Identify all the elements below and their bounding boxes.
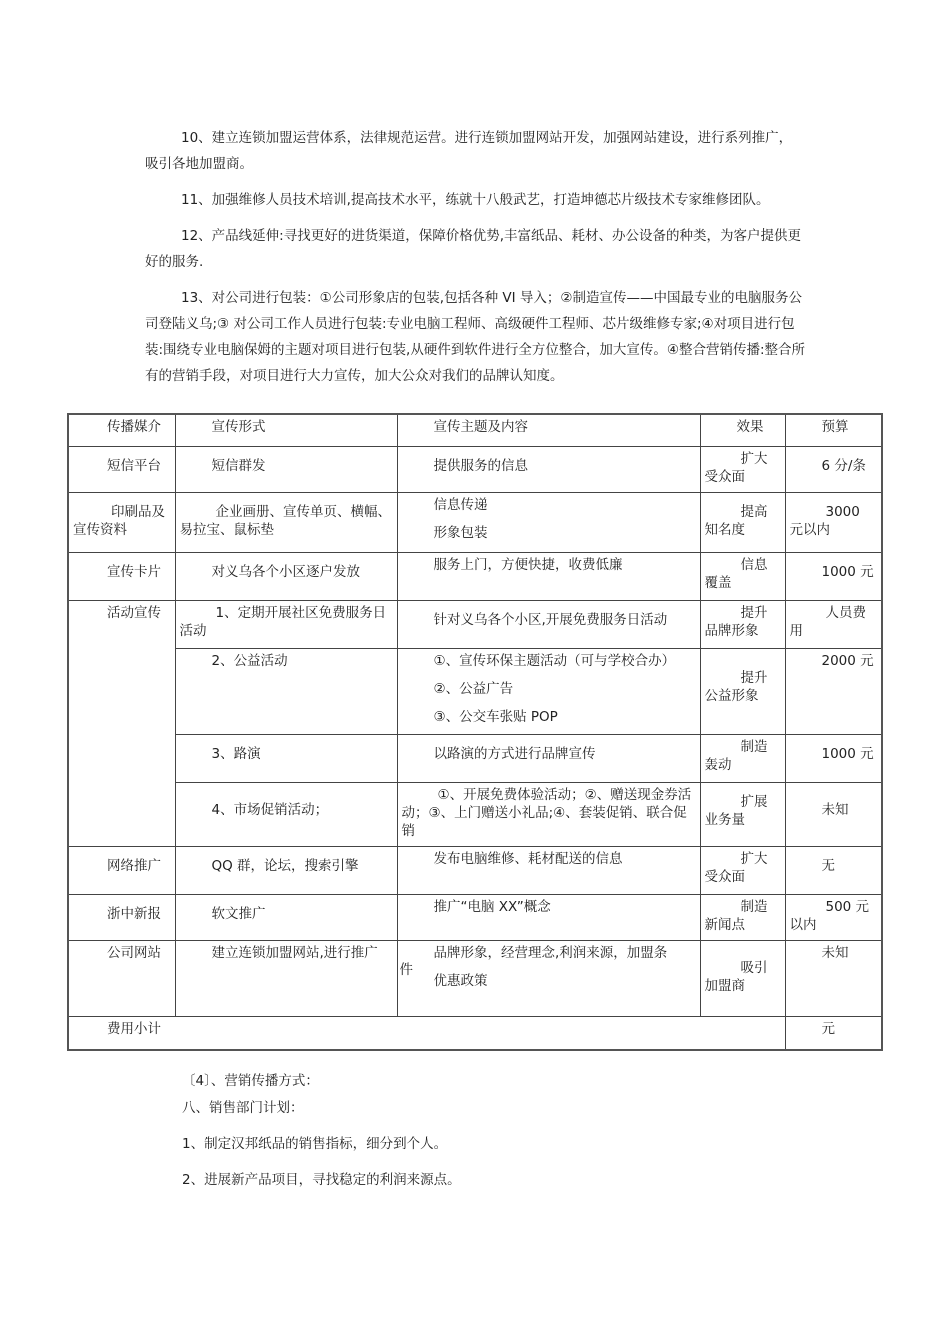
form-cell: 企业画册、宣传单页、横幅、易拉宝、鼠标垫 bbox=[175, 492, 397, 552]
content-cell: 针对义乌各个小区,开展免费服务日活动 bbox=[397, 600, 700, 648]
content-line: 件 bbox=[399, 961, 413, 978]
content-cell bbox=[397, 940, 700, 1016]
paragraph-text: 12、产品线延伸:寻找更好的进货渠道，保障价格优势,丰富纸品、耗材、办公设备的种类，为客户提供更好的服务. bbox=[145, 228, 802, 270]
budget-cell: 人员费用 bbox=[785, 600, 882, 648]
media-cell: 网络推广 bbox=[68, 846, 175, 894]
media-cell: 公司网站 bbox=[68, 940, 175, 1016]
form-cell: 4、市场促销活动； bbox=[175, 782, 397, 846]
total-budget: 元 bbox=[785, 1016, 882, 1050]
table-row bbox=[68, 894, 882, 940]
table-row bbox=[68, 492, 882, 552]
content-line: 形象包装 bbox=[433, 524, 488, 541]
table-row bbox=[68, 734, 882, 782]
content-cell: 服务上门，方便快捷，收费低廉 bbox=[397, 552, 700, 600]
table-row bbox=[68, 552, 882, 600]
content-line: 优惠政策 bbox=[433, 972, 488, 989]
effect-cell: 扩大受众面 bbox=[700, 446, 785, 492]
budget-cell: 6 分/条 bbox=[785, 446, 882, 492]
section-4-heading: 〔4〕、营销传播方式： bbox=[182, 1073, 319, 1089]
budget-cell: 1000 元 bbox=[785, 552, 882, 600]
form-cell: 短信群发 bbox=[175, 446, 397, 492]
budget-cell: 无 bbox=[785, 846, 882, 894]
media-cell: 活动宣传 bbox=[68, 600, 175, 846]
media-cell: 浙中新报 bbox=[68, 894, 175, 940]
section-8-heading: 八、销售部门计划： bbox=[182, 1100, 304, 1116]
form-cell: 1、定期开展社区免费服务日活动 bbox=[175, 600, 397, 648]
form-cell: 建立连锁加盟网站,进行推广 bbox=[175, 940, 397, 1016]
header-content: 宣传主题及内容 bbox=[397, 414, 700, 446]
budget-cell: 500 元以内 bbox=[785, 894, 882, 940]
effect-cell: 制造轰动 bbox=[700, 734, 785, 782]
budget-cell: 2000 元 bbox=[785, 648, 882, 734]
table-row bbox=[68, 782, 882, 846]
header-effect: 效果 bbox=[700, 414, 785, 446]
table-row bbox=[68, 940, 882, 1016]
content-cell bbox=[397, 648, 700, 734]
paragraph-text: 10、建立连锁加盟运营体系，法律规范运营。进行连锁加盟网站开发，加强网站建设，进行系列推广，吸引各地加盟商。 bbox=[145, 130, 793, 172]
header-media: 传播媒介 bbox=[68, 414, 175, 446]
effect-cell: 提升公益形象 bbox=[700, 648, 785, 734]
effect-cell: 制造新闻点 bbox=[700, 894, 785, 940]
media-cell: 印刷品及宣传资料 bbox=[68, 492, 175, 552]
sales-plan-item-2: 2、进展新产品项目，寻找稳定的利润来源点。 bbox=[182, 1172, 461, 1188]
content-cell bbox=[397, 492, 700, 552]
paragraph-text: 13、对公司进行包装：①公司形象店的包装,包括各种 VI 导入；②制造宣传——中国最专业的电脑服务公司登陆义乌;③ 对公司工作人员进行包装:专业电脑工程师、高级硬件工程师、芯片级维修专家;④对项目进行包装:围绕专业电脑保姆的主题对项目进行包装,从硬件到软件进行全方位整合，加大宣传。④整合营销传播:整合所有的营销手段，对项目进行大力宣传，加大公众对我们的品牌认知度。 bbox=[145, 290, 805, 384]
media-cell: 宣传卡片 bbox=[68, 552, 175, 600]
form-cell: 对义乌各个小区逐户发放 bbox=[175, 552, 397, 600]
effect-cell: 扩大受众面 bbox=[700, 846, 785, 894]
form-cell: 软文推广 bbox=[175, 894, 397, 940]
content-cell: ①、开展免费体验活动；②、赠送现金券活动；③、上门赠送小礼品;④、套装促销、联合促销 bbox=[397, 782, 700, 846]
table-header-row bbox=[68, 414, 882, 446]
table-row bbox=[68, 846, 882, 894]
budget-cell: 3000 元以内 bbox=[785, 492, 882, 552]
form-cell: 2、公益活动 bbox=[175, 648, 397, 734]
header-budget: 预算 bbox=[785, 414, 882, 446]
content-line: 品牌形象，经营理念,利润来源，加盟条 bbox=[433, 944, 668, 961]
table-row bbox=[68, 600, 882, 648]
header-form: 宣传形式 bbox=[175, 414, 397, 446]
effect-cell: 提高知名度 bbox=[700, 492, 785, 552]
effect-cell: 信息覆盖 bbox=[700, 552, 785, 600]
sales-plan-item-1: 1、制定汉邦纸品的销售指标，细分到个人。 bbox=[182, 1136, 448, 1152]
paragraph-13 bbox=[145, 285, 805, 389]
total-spacer bbox=[175, 1016, 785, 1050]
paragraph-text: 11、加强维修人员技术培训,提高技术水平，练就十八般武艺，打造坤德芯片级技术专家维修团队。 bbox=[181, 192, 770, 208]
total-label: 费用小计 bbox=[68, 1016, 175, 1050]
effect-cell: 扩展业务量 bbox=[700, 782, 785, 846]
table-row bbox=[68, 446, 882, 492]
content-line: ③、公交车张贴 POP bbox=[433, 708, 558, 725]
content-line: ①、宣传环保主题活动（可与学校合办） bbox=[433, 652, 676, 669]
content-cell: 发布电脑维修、耗材配送的信息 bbox=[397, 846, 700, 894]
form-cell: QQ 群，论坛，搜索引擎 bbox=[175, 846, 397, 894]
table-total-row bbox=[68, 1016, 882, 1050]
content-cell: 以路演的方式进行品牌宣传 bbox=[397, 734, 700, 782]
paragraph-12 bbox=[145, 223, 805, 275]
effect-cell: 吸引加盟商 bbox=[700, 940, 785, 1016]
content-line: ②、公益广告 bbox=[433, 680, 514, 697]
paragraph-11 bbox=[145, 187, 805, 213]
budget-cell: 未知 bbox=[785, 782, 882, 846]
content-line: 信息传递 bbox=[433, 496, 488, 513]
content-cell: 提供服务的信息 bbox=[397, 446, 700, 492]
media-cell: 短信平台 bbox=[68, 446, 175, 492]
form-cell: 3、路演 bbox=[175, 734, 397, 782]
effect-cell: 提升品牌形象 bbox=[700, 600, 785, 648]
content-cell: 推广“电脑 XX”概念 bbox=[397, 894, 700, 940]
table-row bbox=[68, 648, 882, 734]
promotion-plan-table bbox=[67, 413, 883, 1051]
budget-cell: 未知 bbox=[785, 940, 882, 1016]
paragraph-10 bbox=[145, 125, 805, 177]
budget-cell: 1000 元 bbox=[785, 734, 882, 782]
